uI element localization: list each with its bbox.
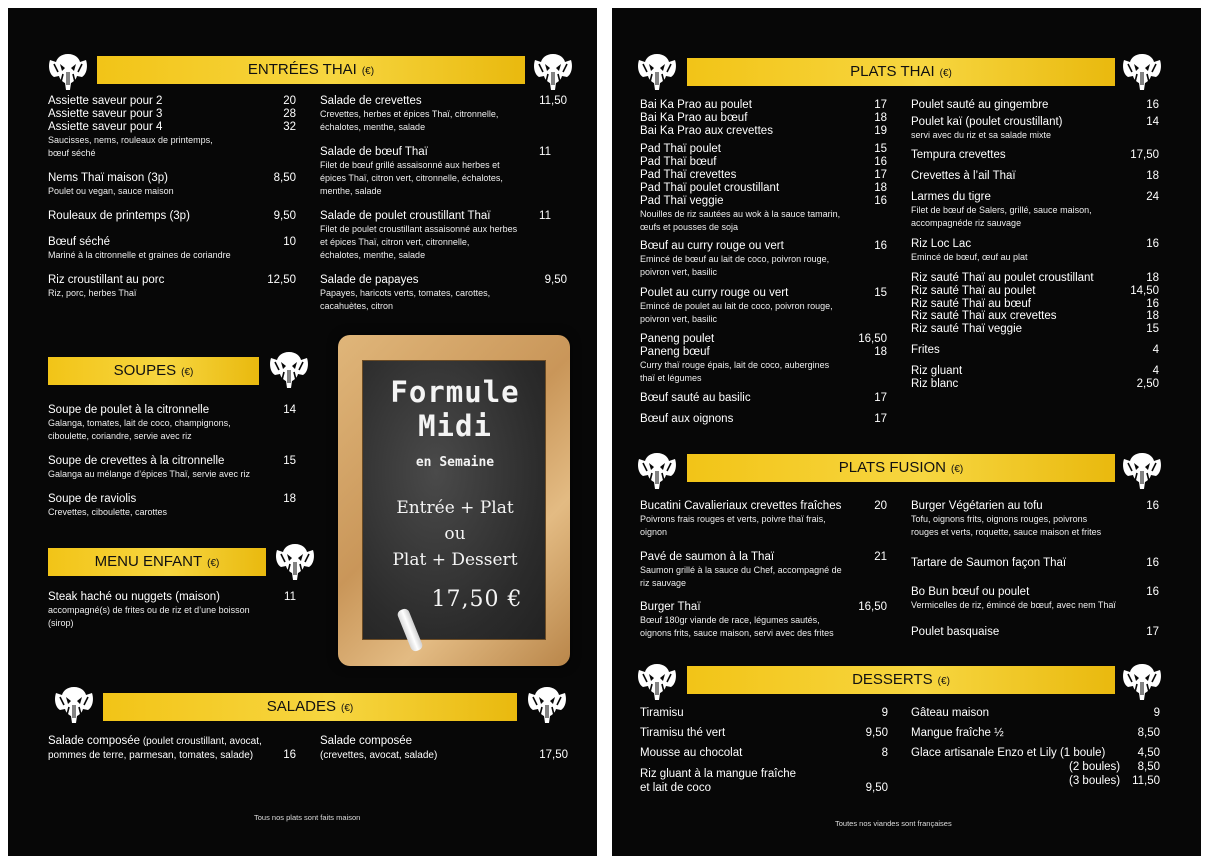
menu-item [911, 586, 1159, 612]
item-price: 2,50 [1136, 378, 1159, 390]
entrees-title: ENTRÉES THAI [247, 61, 357, 78]
elephant-head-icon [531, 52, 575, 92]
item-name: Poulet au curry rouge ou vert [640, 287, 789, 299]
item-price: 18 [1146, 310, 1159, 322]
item-price: 9,50 [273, 210, 296, 222]
item-name: Salade de papayes [320, 274, 419, 286]
item-description: Tofu, oignons frits, oignons rouges, poivrons rouges et verts, roquette, sauce maison et frites [911, 514, 1102, 537]
menu-item [911, 344, 1159, 357]
menu-item [640, 195, 887, 208]
menu-item [911, 116, 1159, 142]
right-page [612, 8, 1201, 856]
menu-item [911, 272, 1159, 285]
item-price: 15 [874, 287, 887, 299]
menu-item [911, 238, 1159, 264]
elephant-head-icon [1120, 662, 1164, 702]
left-page [8, 8, 597, 856]
item-name: Riz Loc Lac [911, 238, 972, 250]
item-price: 16 [874, 156, 887, 168]
item-price: 16 [1146, 238, 1159, 250]
item-price: 15 [874, 143, 887, 155]
menu-item [640, 500, 887, 539]
item-price: 4,50 [1137, 747, 1160, 759]
item-name: Riz sauté Thaï au bœuf [911, 298, 1031, 310]
item-name: Riz sauté Thaï au poulet [911, 285, 1036, 297]
item-price: 20 [283, 95, 296, 107]
formule-line3: Plat + Dessert [392, 550, 518, 570]
entrees-banner [97, 56, 525, 84]
item-price: 21 [874, 551, 887, 563]
item-name: Paneng bœuf [640, 346, 710, 358]
item-name: Soupe de raviolis [48, 493, 137, 505]
item-name: Pad Thaï poulet [640, 143, 721, 155]
elephant-head-icon [267, 350, 311, 390]
menu-item [911, 761, 1160, 774]
item-name: Bai Ka Prao au poulet [640, 99, 752, 111]
item-name: Riz gluant à la mangue fraîche et lait de coco [640, 768, 796, 794]
menu-item [48, 591, 296, 630]
menu-item [640, 392, 887, 405]
item-name: Steak haché ou nuggets (maison) [48, 591, 220, 603]
item-description: Filet de bœuf grillé assaisonné aux herbes et épices Thaï, citron vert, citronnelle, échalotes, menthe, salade [320, 160, 503, 196]
desserts-banner [687, 666, 1115, 694]
item-description: pommes de terre, parmesan, tomates, salade) [48, 750, 254, 761]
formule-title-line2: Midi [418, 409, 492, 443]
item-description: Papayes, haricots verts, tomates, carottes, cacahuètes, citron [320, 288, 491, 311]
item-name: Poulet basquaise [911, 626, 1000, 638]
item-price: 16 [1146, 557, 1159, 569]
item-price: 16,50 [858, 333, 887, 345]
menu-item [640, 112, 887, 125]
menu-item [48, 210, 296, 223]
elephant-head-icon [635, 52, 679, 92]
item-price: 14 [283, 404, 296, 416]
menu-item [911, 500, 1159, 539]
item-price: 11 [284, 591, 296, 603]
item-description: servi avec du riz et sa salade mixte [911, 130, 1052, 140]
menu-item [320, 210, 567, 262]
item-name: (3 boules) [1069, 775, 1121, 787]
soupes-banner [48, 357, 259, 385]
menu-item [48, 236, 296, 262]
menu-item [911, 170, 1159, 183]
item-name: Pad Thaï crevettes [640, 169, 737, 181]
menu-item [911, 149, 1159, 162]
item-description: Bœuf 180gr viande de race, légumes sautés, oignons frits, sauce maison, servi avec des frites [640, 615, 834, 638]
menu-item [640, 156, 887, 169]
item-name: Bo Bun bœuf ou poulet [911, 586, 1030, 598]
menu-item [640, 551, 887, 590]
item-description: Vermicelles de riz, émincé de bœuf, avec nem Thaï [911, 600, 1116, 610]
formule-midi-chalkboard [338, 335, 570, 666]
item-description: Saumon grillé à la sauce du Chef, accompagné de riz sauvage [640, 565, 842, 588]
menu-item [48, 121, 296, 134]
item-name: Assiette saveur pour 4 [48, 121, 163, 133]
currency-label: (€) [951, 464, 964, 475]
elephant-head-icon [635, 662, 679, 702]
formule-line1: Entrée + Plat [396, 498, 514, 518]
elephant-head-icon [46, 52, 90, 92]
item-price: 9,50 [865, 782, 888, 794]
item-price: 9,50 [865, 727, 888, 739]
item-price: 8,50 [1137, 761, 1160, 773]
menu-item [48, 493, 296, 519]
item-price: 8,50 [1137, 727, 1160, 739]
item-name: Tiramisu thé vert [640, 727, 726, 739]
item-name: Bœuf sauté au basilic [640, 392, 751, 404]
menu-item [640, 287, 887, 326]
menu-item [640, 125, 887, 138]
item-name: Riz sauté Thaï aux crevettes [911, 310, 1057, 322]
item-price: 17 [1146, 626, 1159, 638]
menu-item [640, 346, 887, 385]
item-price: 18 [874, 182, 887, 194]
menu-item [640, 182, 887, 195]
menu-enfant-title: MENU ENFANT [94, 553, 203, 570]
menu-item [640, 240, 887, 279]
item-price: 24 [1146, 191, 1159, 203]
item-price: 11,50 [539, 95, 567, 107]
item-price: 17 [874, 169, 887, 181]
currency-label: (€) [937, 676, 950, 687]
item-name: Paneng poulet [640, 333, 715, 345]
menu-item [911, 707, 1160, 720]
item-price: 10 [283, 236, 296, 248]
formule-title-line1: Formule [390, 375, 520, 409]
item-name: Bai Ka Prao au bœuf [640, 112, 748, 124]
item-price: 4 [1152, 344, 1159, 356]
menu-item [48, 172, 296, 198]
item-name: Mousse au chocolat [640, 747, 743, 759]
item-price: 18 [874, 346, 887, 358]
item-price: 16 [283, 749, 296, 761]
item-name: Salade de crevettes [320, 95, 422, 107]
item-description: Nouilles de riz sautées au wok à la sauce tamarin, œufs et pousses de soja [640, 209, 841, 232]
item-name: Mangue fraîche ½ [911, 727, 1004, 739]
elephant-head-icon [525, 685, 569, 725]
menu-item [320, 146, 567, 198]
menu-item [640, 707, 888, 720]
item-price: 9,50 [544, 274, 567, 286]
menu-item [320, 95, 567, 134]
item-name: Nems Thaï maison (3p) [48, 172, 168, 184]
menu-item [911, 365, 1159, 378]
salades-banner [103, 693, 517, 721]
item-name: Frites [911, 344, 940, 356]
item-price: 16 [1146, 99, 1159, 111]
menu-item [48, 95, 296, 108]
item-name: Burger Thaï [640, 601, 701, 613]
item-price: 4 [1152, 365, 1159, 377]
chalk-stick-image [396, 607, 424, 652]
item-name: Bœuf au curry rouge ou vert [640, 240, 784, 252]
plats-thai-title: PLATS THAI [850, 63, 935, 80]
menu-item [640, 767, 888, 795]
item-price: 16 [1146, 298, 1159, 310]
item-description: Poulet ou vegan, sauce maison [48, 186, 174, 196]
formule-subtitle: en Semaine [415, 455, 495, 470]
elephant-head-icon [1120, 52, 1164, 92]
item-price: 11,50 [1132, 775, 1160, 787]
item-name: Riz sauté Thaï veggie [911, 323, 1023, 335]
item-price: 16 [874, 195, 887, 207]
item-price: 17 [874, 392, 887, 404]
item-name: Pad Thaï bœuf [640, 156, 717, 168]
menu-item [911, 747, 1160, 760]
item-price: 15 [283, 455, 296, 467]
item-name: Salade composée [320, 735, 413, 747]
item-description: Emincé de bœuf, œuf au plat [911, 252, 1028, 262]
item-name: Riz blanc [911, 378, 959, 390]
menu-item [640, 333, 887, 346]
item-price: 20 [874, 500, 887, 512]
menu-item [48, 404, 296, 443]
item-name: Rouleaux de printemps (3p) [48, 210, 190, 222]
formule-line2: ou [444, 524, 466, 544]
item-name: Bœuf séché [48, 236, 110, 248]
menu-item [320, 735, 568, 762]
item-name: Gâteau maison [911, 707, 989, 719]
item-description: Emincé de poulet au lait de coco, poivron rouge, poivron vert, basilic [640, 301, 833, 324]
item-description: Crevettes, ciboulette, carottes [48, 507, 168, 517]
item-name: (2 boules) [1069, 761, 1121, 773]
item-price: 11 [539, 146, 551, 158]
plats-thai-banner [687, 58, 1115, 86]
item-name: Tempura crevettes [911, 149, 1006, 161]
item-price: 16,50 [858, 601, 887, 613]
item-price: 14 [1146, 116, 1159, 128]
currency-label: (€) [340, 703, 354, 714]
menu-item [48, 455, 296, 481]
item-name: Salade de bœuf Thaï [320, 146, 428, 158]
item-name: Pad Thaï veggie [640, 195, 724, 207]
item-price: 15 [1146, 323, 1159, 335]
desserts-title: DESSERTS [852, 671, 933, 688]
item-name: Poulet kaï (poulet croustillant) [911, 116, 1063, 128]
item-price: 17,50 [1130, 149, 1159, 161]
plats-fusion-banner [687, 454, 1115, 482]
item-price: 17 [874, 99, 887, 111]
item-description: Emincé de bœuf au lait de coco, poivron rouge, poivron vert, basilic [640, 254, 830, 277]
item-name: Glace artisanale Enzo et Lily (1 boule) [911, 747, 1106, 759]
chalkboard-surface [362, 360, 546, 640]
item-name: Burger Végétarien au tofu [911, 500, 1043, 512]
menu-item [320, 274, 567, 313]
soupes-title: SOUPES [113, 362, 177, 379]
item-name: Salade composée [48, 735, 141, 747]
plats-fusion-title: PLATS FUSION [838, 459, 946, 476]
elephant-head-icon [1120, 451, 1164, 491]
menu-item [911, 557, 1159, 570]
item-description: Filet de bœuf de Salers, grillé, sauce maison, accompagnéde riz sauvage [911, 205, 1092, 228]
currency-label: (€) [939, 68, 952, 79]
item-description: Galanga au mélange d’épices Thaï, servie avec riz [48, 469, 250, 479]
currency-label: (€) [207, 558, 220, 569]
item-name: Assiette saveur pour 2 [48, 95, 163, 107]
menu-enfant-banner [48, 548, 266, 576]
elephant-head-icon [52, 685, 96, 725]
item-description: Poivrons frais rouges et verts, poivre thaï frais, oignon [640, 514, 826, 537]
item-price: 18 [1146, 272, 1159, 284]
menu-item [640, 747, 888, 760]
item-name: Riz gluant [911, 365, 963, 377]
elephant-head-icon [273, 542, 317, 582]
menu-item [911, 285, 1159, 298]
item-price: 8 [881, 747, 888, 759]
item-name-detail: (poulet croustillant, avocat, [140, 736, 262, 747]
item-name: Pad Thaï poulet croustillant [640, 182, 780, 194]
menu-item [48, 735, 296, 762]
elephant-head-icon [635, 451, 679, 491]
menu-item [911, 323, 1159, 336]
menu-item [640, 99, 887, 112]
item-description: Curry thaï rouge épais, lait de coco, aubergines thaï et légumes [640, 360, 830, 383]
item-price: 18 [1146, 170, 1159, 182]
menu-item [640, 413, 887, 426]
item-description: (crevettes, avocat, salade) [320, 750, 438, 761]
item-price: 18 [874, 112, 887, 124]
item-description: Crevettes, herbes et épices Thaï, citronnelle, échalotes, menthe, salade [320, 109, 499, 132]
item-price: 16 [874, 240, 887, 252]
item-price: 11 [539, 210, 551, 222]
item-price: 32 [283, 121, 296, 133]
menu-item [911, 626, 1159, 639]
item-price: 12,50 [267, 274, 296, 286]
menu-item [911, 99, 1159, 112]
menu-item [911, 775, 1160, 788]
item-price: 18 [283, 493, 296, 505]
item-name: Riz sauté Thaï au poulet croustillant [911, 272, 1094, 284]
menu-item [911, 191, 1159, 230]
item-name: Larmes du tigre [911, 191, 991, 203]
footer-note: Toutes nos viandes sont françaises [835, 819, 952, 828]
menu-item [48, 108, 296, 121]
menu-item [640, 727, 888, 740]
item-name: Tartare de Saumon façon Thaï [911, 557, 1067, 569]
item-name: Riz croustillant au porc [48, 274, 165, 286]
item-description: Galanga, tomates, lait de coco, champignons, ciboulette, coriandre, servie avec riz [48, 418, 231, 441]
item-price: 14,50 [1130, 285, 1159, 297]
item-name: Pavé de saumon à la Thaï [640, 551, 775, 563]
menu-item [640, 143, 887, 156]
salades-title: SALADES [266, 698, 336, 715]
item-description: Filet de poulet croustillant assaisonné aux herbes et épices Thaï, citron vert, citronnelle, échalotes, menthe, salade [320, 224, 518, 260]
item-name: Assiette saveur pour 3 [48, 108, 163, 120]
item-name: Bai Ka Prao aux crevettes [640, 125, 773, 137]
menu-item [911, 310, 1159, 323]
item-name: Salade de poulet croustillant Thaï [320, 210, 491, 222]
menu-item [48, 274, 296, 300]
page-gutter [597, 0, 612, 867]
item-name: Poulet sauté au gingembre [911, 99, 1049, 111]
currency-label: (€) [181, 367, 194, 378]
item-description: Saucisses, nems, rouleaux de printemps, bœuf séché [48, 135, 213, 158]
item-price: 17,50 [539, 749, 568, 761]
item-price: 8,50 [273, 172, 296, 184]
menu-item [640, 601, 887, 640]
item-name: Crevettes à l’ail Thaï [911, 170, 1016, 182]
item-name: Soupe de crevettes à la citronnelle [48, 455, 225, 467]
item-price: 16 [1146, 500, 1159, 512]
item-price: 9 [881, 707, 888, 719]
menu-item [911, 378, 1159, 391]
item-price: 17 [874, 413, 887, 425]
item-price: 28 [283, 108, 296, 120]
item-price: 9 [1153, 707, 1160, 719]
item-price: 16 [1146, 586, 1159, 598]
item-price: 19 [874, 125, 887, 137]
item-description: accompagné(s) de frites ou de riz et d’une boisson (sirop) [48, 605, 250, 628]
item-name: Bœuf aux oignons [640, 413, 734, 425]
footer-note: Tous nos plats sont faits maison [254, 813, 361, 822]
item-name: Soupe de poulet à la citronnelle [48, 404, 210, 416]
menu-item [640, 169, 887, 182]
item-description: Riz, porc, herbes Thaï [48, 288, 137, 298]
currency-label: (€) [361, 66, 375, 77]
menu-item [911, 727, 1160, 740]
item-name: Tiramisu [640, 707, 684, 719]
item-description: Mariné à la citronnelle et graines de coriandre [48, 250, 231, 260]
item-name: Bucatini Cavalieriaux crevettes fraîches [640, 500, 842, 512]
formule-price: 17,50 € [431, 587, 523, 612]
